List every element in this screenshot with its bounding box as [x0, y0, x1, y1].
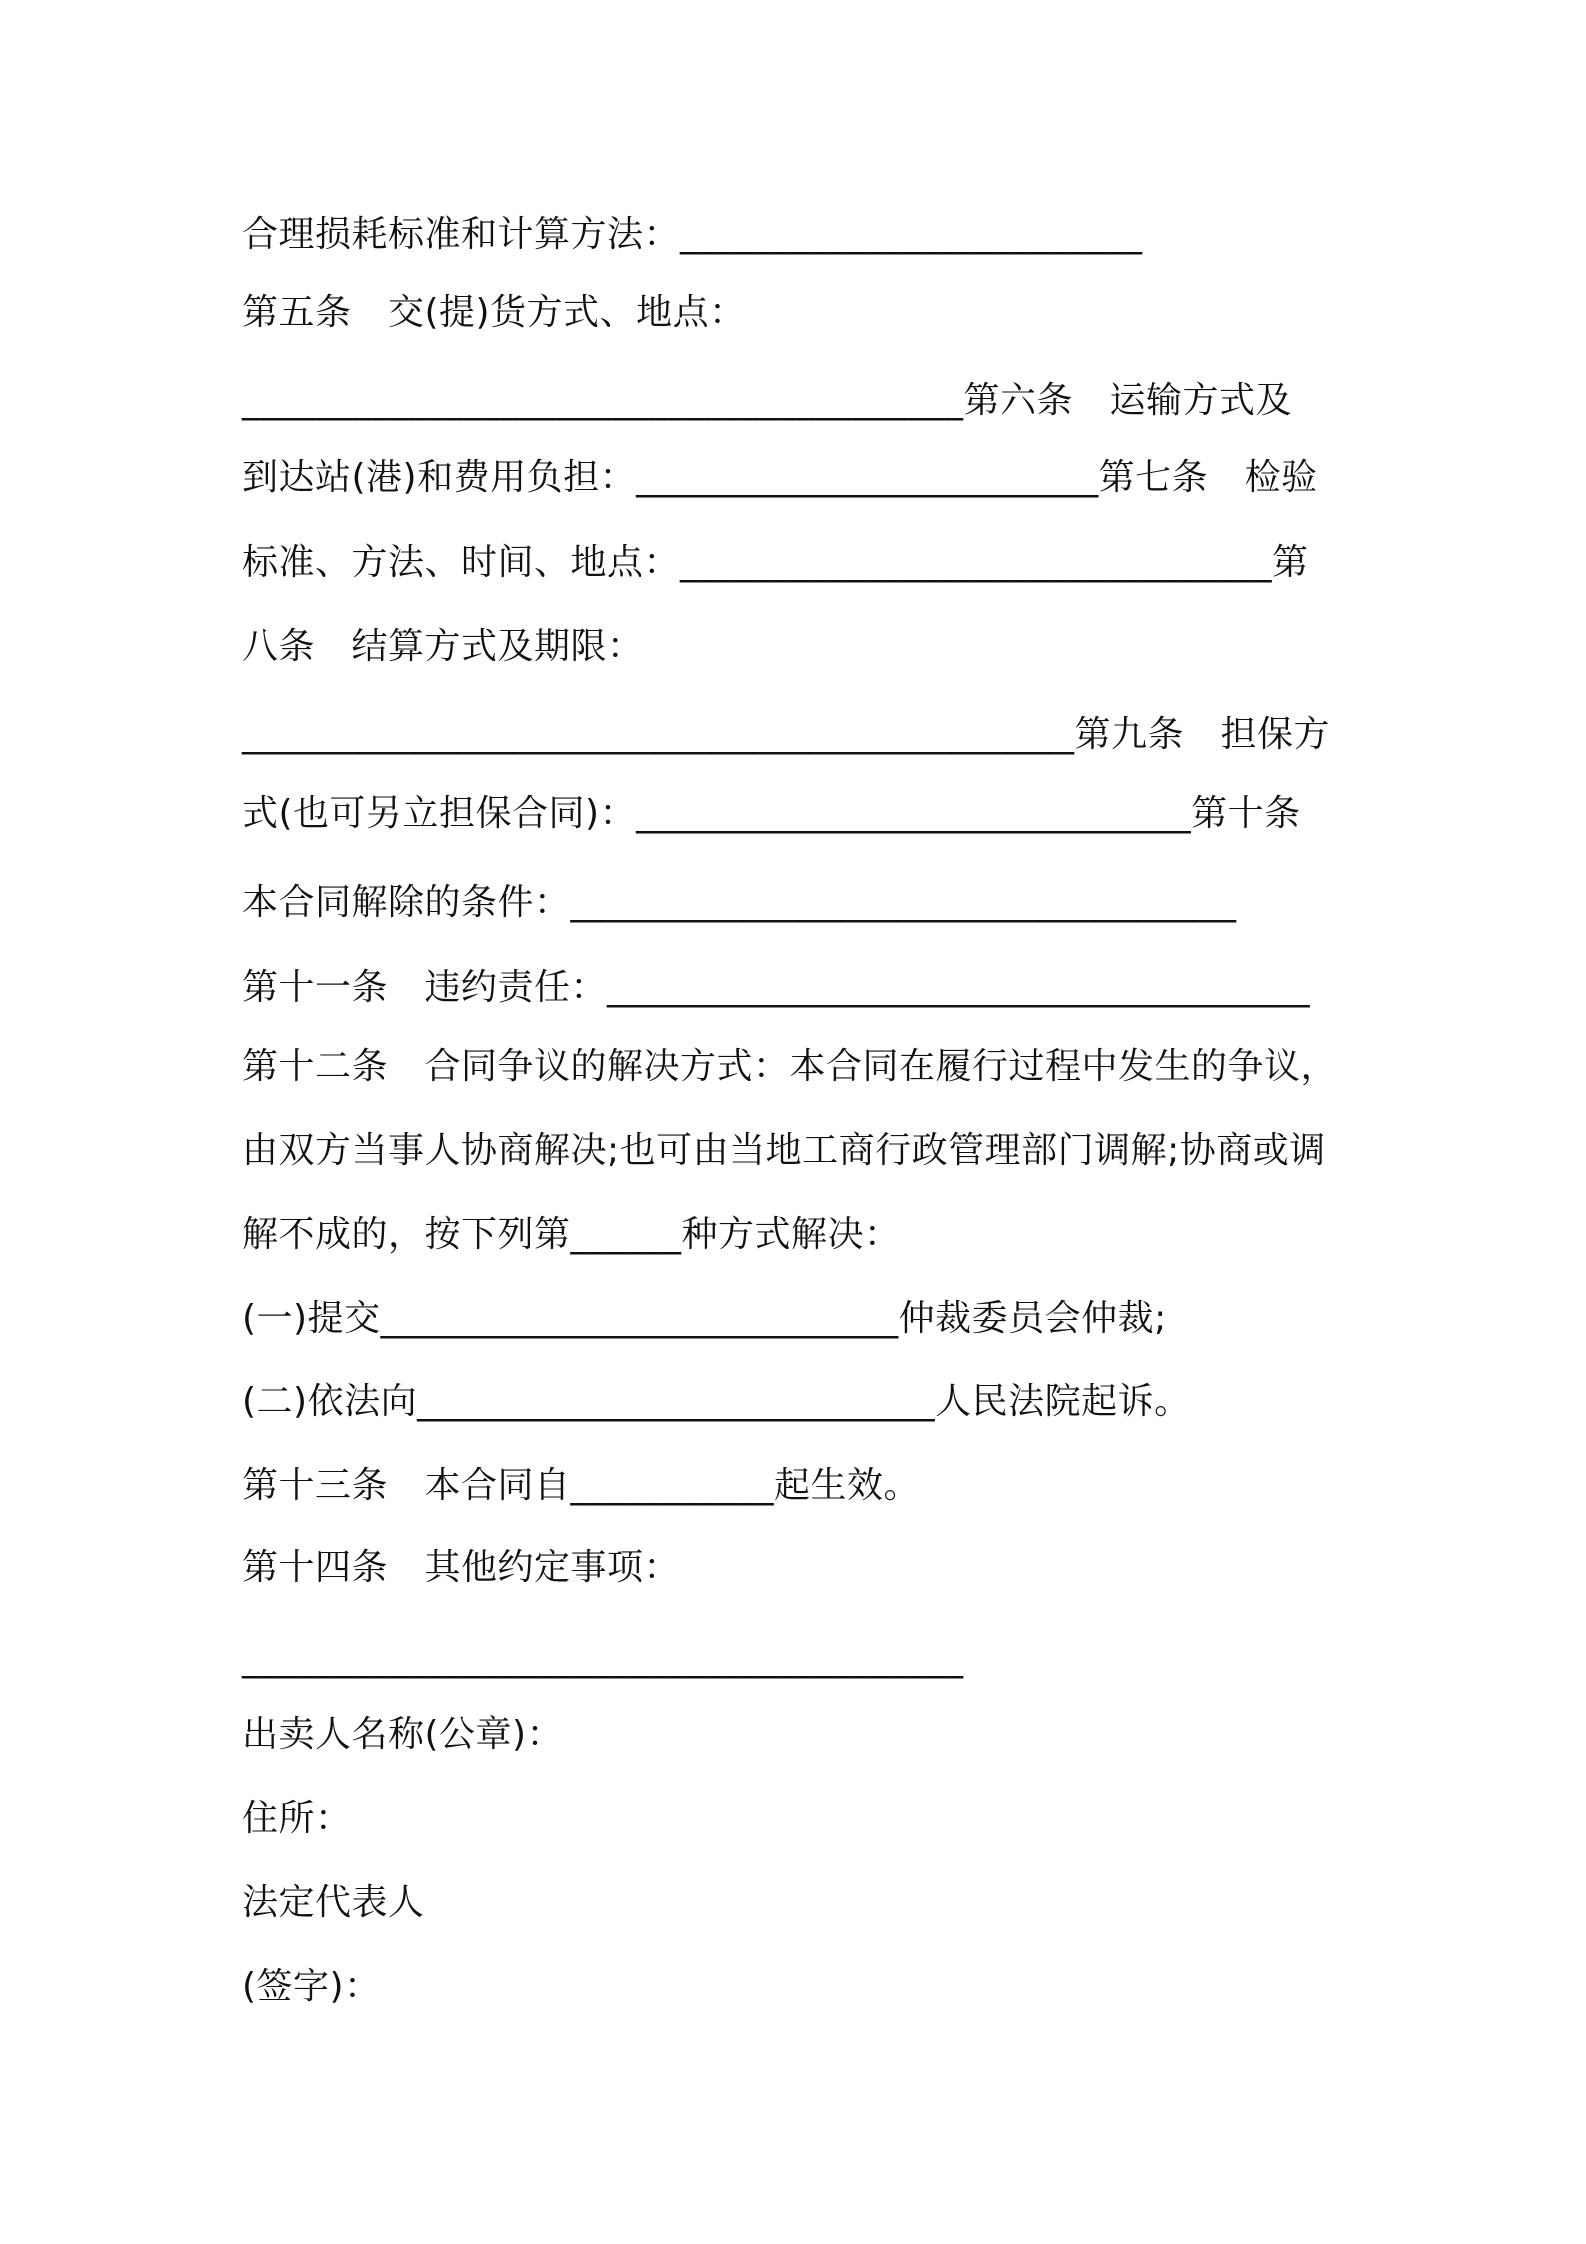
text-line: (二)依法向____________________________人民法院起诉。 [242, 1381, 1191, 1422]
text-line: 第五条 交(提)货方式、地点： [242, 292, 746, 333]
text-line: 住所： [242, 1798, 352, 1839]
text-line: 解不成的，按下列第______种方式解决： [242, 1214, 901, 1255]
text-line: (签字)： [242, 1966, 381, 2007]
text-line: 第十四条 其他约定事项： [242, 1547, 681, 1588]
text-line: 本合同解除的条件：____________________________________ [242, 882, 1237, 923]
text-line: _______________________________________ [242, 1638, 964, 1679]
text-line: 合理损耗标准和计算方法：_________________________ [242, 214, 1143, 255]
text-line: _____________________________________________第九条 担保方 [242, 714, 1331, 755]
text-line: 法定代表人 [242, 1882, 425, 1923]
text-line: 第十二条 合同争议的解决方式：本合同在履行过程中发生的争议， [242, 1046, 1338, 1087]
text-line: (一)提交____________________________仲裁委员会仲裁; [242, 1298, 1167, 1339]
text-line: 式(也可另立担保合同)：______________________________第十条 [242, 793, 1301, 834]
text-line: 由双方当事人协商解决;也可由当地工商行政管理部门调解;协商或调 [242, 1130, 1326, 1171]
text-line: _______________________________________第六条 运输方式及 [242, 380, 1293, 421]
text-line: 八条 结算方式及期限： [242, 626, 644, 667]
text-line: 标准、方法、时间、地点：________________________________第 [242, 542, 1309, 583]
text-line: 第十三条 本合同自___________起生效。 [242, 1465, 921, 1506]
text-line: 出卖人名称(公章)： [242, 1714, 564, 1755]
text-line: 第十一条 违约责任：______________________________________ [242, 967, 1311, 1008]
text-line: 到达站(港)和费用负担：_________________________第七条 检验 [242, 457, 1318, 498]
